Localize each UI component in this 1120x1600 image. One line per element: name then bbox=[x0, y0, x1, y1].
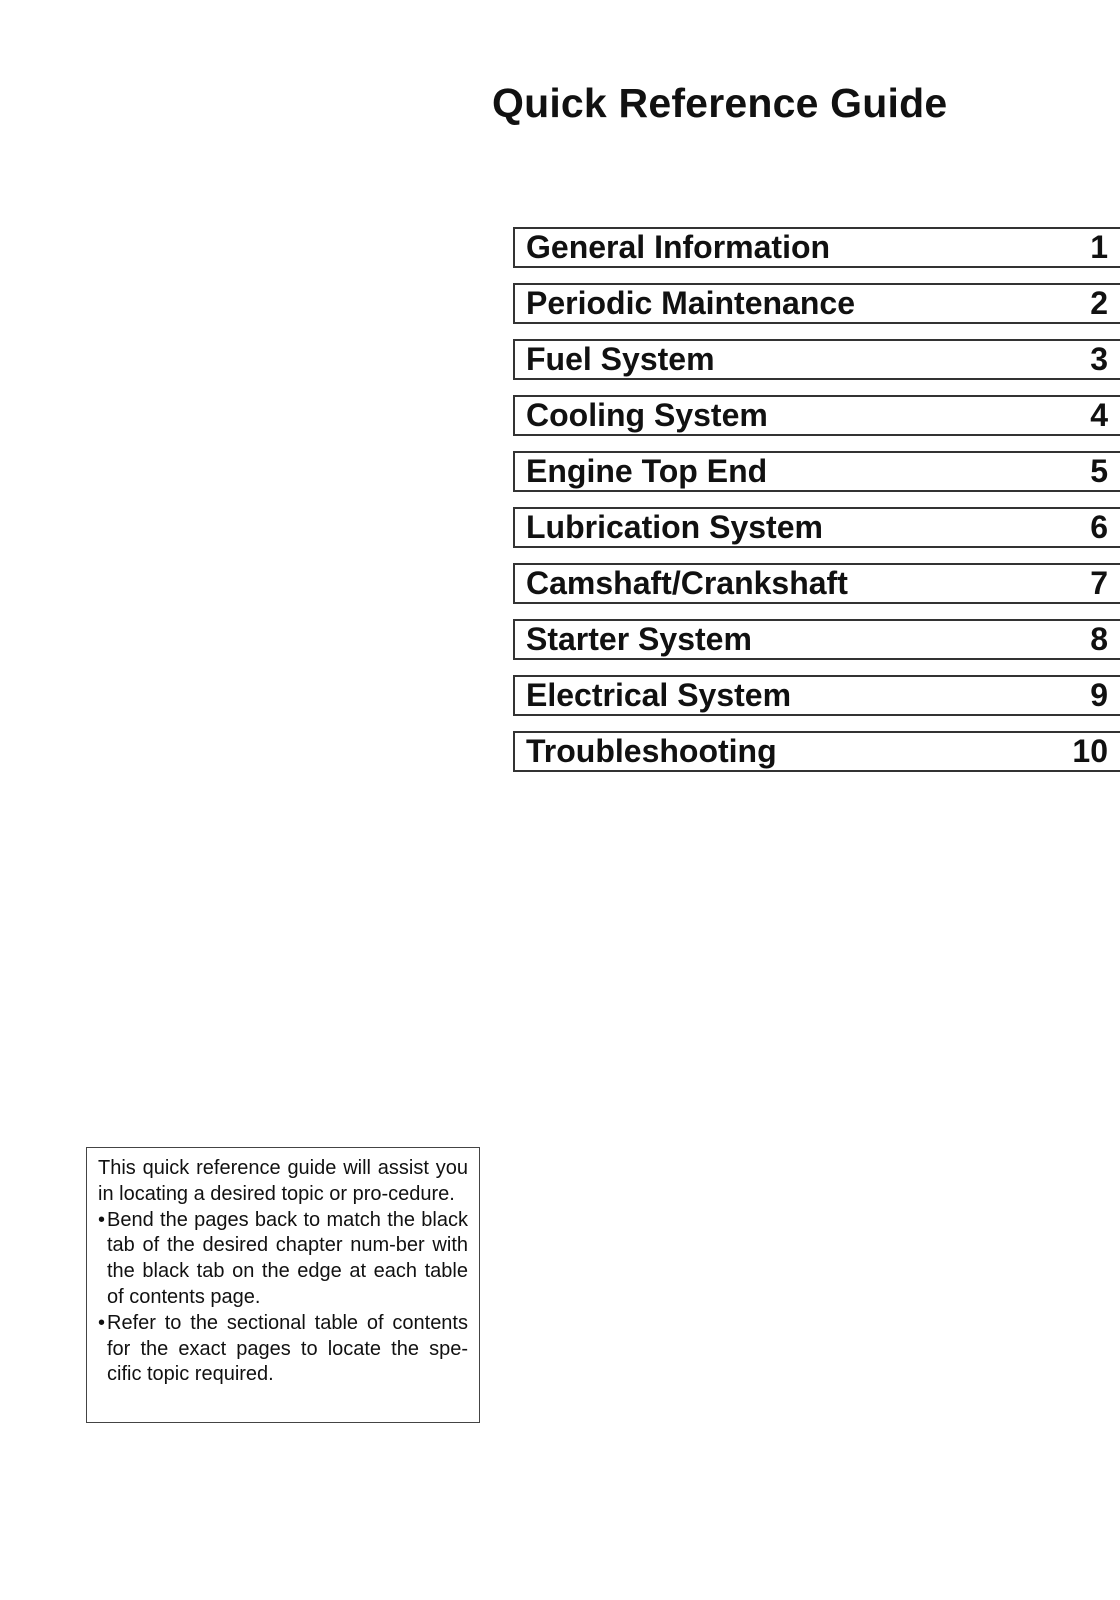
chapter-tab-troubleshooting[interactable] bbox=[513, 731, 1120, 772]
chapter-tab-periodic-maintenance[interactable] bbox=[513, 283, 1120, 324]
chapter-label: Troubleshooting bbox=[526, 733, 777, 769]
chapter-number: 7 bbox=[1090, 565, 1108, 601]
usage-note-intro: This quick reference guide will assist you in locating a desired topic or pro-cedure. bbox=[98, 1157, 468, 1205]
chapter-number: 9 bbox=[1090, 677, 1108, 713]
chapter-tab-lubrication-system[interactable] bbox=[513, 507, 1120, 548]
bullet-mark: • bbox=[98, 1208, 106, 1231]
chapter-number: 8 bbox=[1090, 621, 1108, 657]
chapter-label: Fuel System bbox=[526, 341, 715, 377]
chapter-tab-general-information[interactable] bbox=[513, 227, 1120, 268]
chapter-number: 6 bbox=[1090, 509, 1108, 545]
chapter-tab-fuel-system[interactable] bbox=[513, 339, 1120, 380]
chapter-number: 10 bbox=[1072, 733, 1108, 769]
chapter-number: 3 bbox=[1090, 341, 1108, 377]
page-title: Quick Reference Guide bbox=[492, 80, 948, 126]
chapter-label: General Information bbox=[526, 229, 831, 265]
usage-note-box bbox=[86, 1147, 480, 1423]
chapter-index bbox=[513, 227, 1120, 787]
usage-note-bullet-text: Refer to the sectional table of contents for the exact pages to locate the spe-cific topic required. bbox=[107, 1311, 468, 1386]
chapter-tab-electrical-system[interactable] bbox=[513, 675, 1120, 716]
chapter-label: Electrical System bbox=[526, 677, 792, 713]
chapter-label: Cooling System bbox=[526, 397, 768, 433]
bullet-mark: • bbox=[98, 1311, 106, 1334]
chapter-tab-engine-top-end[interactable] bbox=[513, 451, 1120, 492]
chapter-label: Starter System bbox=[526, 621, 752, 657]
chapter-number: 2 bbox=[1090, 285, 1108, 321]
usage-note-bullet bbox=[98, 1208, 468, 1311]
chapter-label: Camshaft/Crankshaft bbox=[526, 565, 848, 601]
chapter-label: Engine Top End bbox=[526, 453, 768, 489]
usage-note-bullet bbox=[98, 1311, 468, 1388]
chapter-number: 1 bbox=[1090, 229, 1108, 265]
chapter-label: Lubrication System bbox=[526, 509, 823, 545]
chapter-tab-cooling-system[interactable] bbox=[513, 395, 1120, 436]
chapter-tab-starter-system[interactable] bbox=[513, 619, 1120, 660]
chapter-number: 4 bbox=[1090, 397, 1108, 433]
usage-note-bullet-text: Bend the pages back to match the black tab of the desired chapter num-ber with the black tab on the edge at each table of contents page. bbox=[107, 1208, 468, 1308]
chapter-label: Periodic Maintenance bbox=[526, 285, 855, 321]
chapter-tab-camshaft-crankshaft[interactable] bbox=[513, 563, 1120, 604]
chapter-number: 5 bbox=[1090, 453, 1108, 489]
